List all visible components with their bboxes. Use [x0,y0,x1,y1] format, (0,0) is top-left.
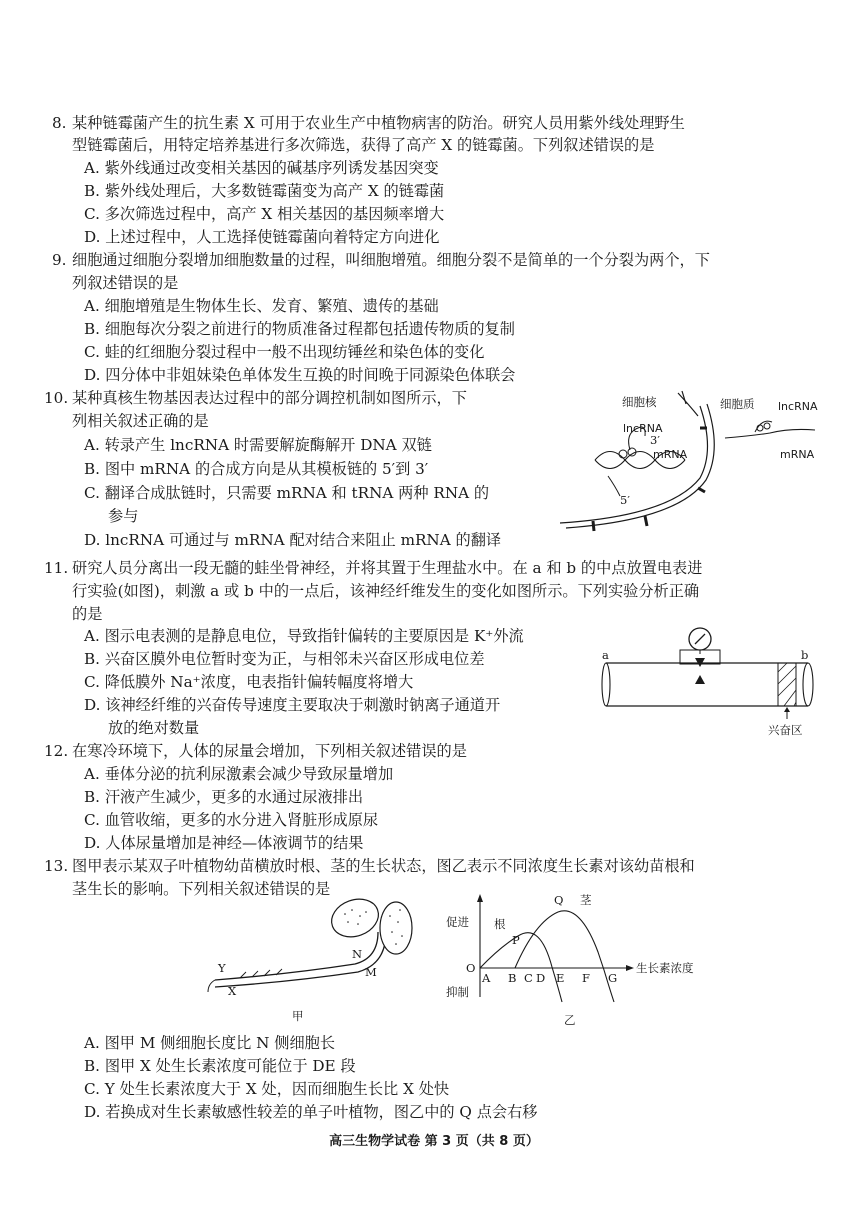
q9-option-a: A. 细胞增殖是生物体生长、发育、繁殖、遗传的基础 [84,297,439,315]
q12-option-b: B. 汗液产生减少，更多的水通过尿液排出 [84,788,364,806]
label-promote: 促进 [446,915,469,929]
q13-option-b: B. 图甲 X 处生长素浓度可能位于 DE 段 [84,1057,356,1075]
label-lncrna-nucleus: lncRNA [623,422,663,435]
q10-option-c-line1: C. 翻译合成肽链时，只需要 mRNA 和 tRNA 两种 RNA 的 [84,484,490,502]
q9-option-b: B. 细胞每次分裂之前进行的物质准备过程都包括遗传物质的复制 [84,320,515,338]
q9-stem-line2: 列叙述错误的是 [72,274,179,292]
label-x: X [228,984,237,998]
x-axis-label: 生长素浓度 [636,961,694,975]
q11-option-d-line1: D. 该神经纤维的兴奋传导速度主要取决于刺激时钠离子通道开 [84,696,501,714]
q10-stem-line2: 列相关叙述正确的是 [72,412,209,430]
q10-option-b: B. 图中 mRNA 的合成方向是从其模板链的 5′到 3′ [84,460,429,478]
q13-stem-line1: 图甲表示某双子叶植物幼苗横放时根、茎的生长状态，图乙表示不同浓度生长素对该幼苗根和 [72,857,695,875]
label-m: M [365,965,377,979]
label-stem-curve: 茎 [580,893,592,907]
tick-a: A [482,971,491,985]
q10-stem-line1: 某种真核生物基因表达过程中的部分调控机制如图所示，下 [72,389,467,407]
q10-number: 10. [44,389,69,407]
q8-stem-line1: 某种链霉菌产生的抗生素 X 可用于农业生产中植物病害的防治。研究人员用紫外线处理野生 [72,114,685,132]
label-point-a: a [602,648,609,662]
tick-d: D [536,971,546,985]
tick-f: F [582,971,590,985]
page-footer: 高三生物学试卷 第 3 页（共 8 页） [329,1134,539,1149]
q11-stem-line3: 的是 [72,605,103,623]
q11-option-b: B. 兴奋区膜外电位暂时变为正，与相邻未兴奋区形成电位差 [84,650,485,668]
seedling-diagram [200,892,415,1027]
q9-number: 9. [52,251,67,269]
label-point-p: P [512,933,520,947]
q13-stem-line2: 茎生长的影响。下列相关叙述错误的是 [72,880,331,898]
q11-stem-line1: 研究人员分离出一段无髓的蛙坐骨神经，并将其置于生理盐水中。在 a 和 b 的中点放置电表进 [72,559,703,577]
label-mrna-nucleus: mRNA [653,448,688,461]
label-origin: O [466,961,476,975]
q9-stem-line1: 细胞通过细胞分裂增加细胞数量的过程，叫细胞增殖。细胞分裂不是简单的一个分裂为两个，下 [72,251,710,269]
q8-number: 8. [52,114,67,132]
caption-yi: 乙 [564,1013,576,1027]
q12-stem: 在寒冷环境下，人体的尿量会增加，下列相关叙述错误的是 [72,742,467,760]
label-y: Y [218,961,226,975]
q11-option-a: A. 图示电表测的是静息电位，导致指针偏转的主要原因是 K⁺外流 [84,627,524,645]
q13-option-a: A. 图甲 M 侧细胞长度比 N 侧细胞长 [84,1034,336,1052]
label-excitation-zone: 兴奋区 [768,723,803,737]
q8-option-d: D. 上述过程中，人工选择使链霉菌向着特定方向进化 [84,228,440,246]
q11-stem-line2: 行实验(如图)，刺激 a 或 b 中的一点后，该神经纤维发生的变化如图所示。下列实验分析正确 [72,582,700,600]
label-root-curve: 根 [494,917,506,931]
tick-b: B [508,971,517,985]
q12-number: 12. [44,742,69,760]
q9-option-d: D. 四分体中非姐妹染色单体发生互换的时间晚于同源染色体联会 [84,366,516,384]
q13-option-d: D. 若换成对生长素敏感性较差的单子叶植物，图乙中的 Q 点会右移 [84,1103,538,1121]
label-point-b: b [801,648,809,662]
q8-option-a: A. 紫外线通过改变相关基因的碱基序列诱发基因突变 [84,159,439,177]
label-3-prime: 3′ [650,433,660,447]
label-point-q: Q [554,893,564,907]
label-n: N [352,947,363,961]
tick-e: E [556,971,565,985]
q11-option-d-line2: 放的绝对数量 [108,719,200,737]
q12-option-d: D. 人体尿量增加是神经—体液调节的结果 [84,834,364,852]
q10-option-d: D. lncRNA 可通过与 mRNA 配对结合来阻止 mRNA 的翻译 [84,531,502,549]
label-5-prime: 5′ [620,493,630,507]
q9-option-c: C. 蛙的红细胞分裂过程中一般不出现纺锤丝和染色体的变化 [84,343,485,361]
q13-number: 13. [44,857,69,875]
q10-option-c-line2: 参与 [108,507,139,525]
q11-number: 11. [44,559,69,577]
q8-stem-line2: 型链霉菌后，用特定培养基进行多次筛选，获得了高产 X 的链霉菌。下列叙述错误的是 [72,136,655,154]
q12-option-c: C. 血管收缩，更多的水分进入肾脏形成原尿 [84,811,379,829]
label-inhibit: 抑制 [446,985,469,999]
tick-g: G [608,971,618,985]
nerve-fiber-diagram [598,622,823,742]
label-cytoplasm: 细胞质 [720,397,755,411]
label-nucleus: 细胞核 [622,395,657,409]
auxin-response-chart [440,892,710,1027]
q12-option-a: A. 垂体分泌的抗利尿激素会减少导致尿量增加 [84,765,394,783]
q11-option-c: C. 降低膜外 Na⁺浓度，电表指针偏转幅度将增大 [84,673,414,691]
caption-jia: 甲 [292,1009,304,1023]
tick-c: C [524,971,533,985]
q10-option-a: A. 转录产生 lncRNA 时需要解旋酶解开 DNA 双链 [84,436,432,454]
label-lncrna-cytoplasm: lncRNA [778,400,818,413]
q8-option-b: B. 紫外线处理后，大多数链霉菌变为高产 X 的链霉菌 [84,182,445,200]
q13-option-c: C. Y 处生长素浓度大于 X 处，因而细胞生长比 X 处快 [84,1080,450,1098]
gene-expression-diagram [550,388,820,533]
label-mrna-cytoplasm: mRNA [780,448,815,461]
q8-option-c: C. 多次筛选过程中，高产 X 相关基因的基因频率增大 [84,205,445,223]
